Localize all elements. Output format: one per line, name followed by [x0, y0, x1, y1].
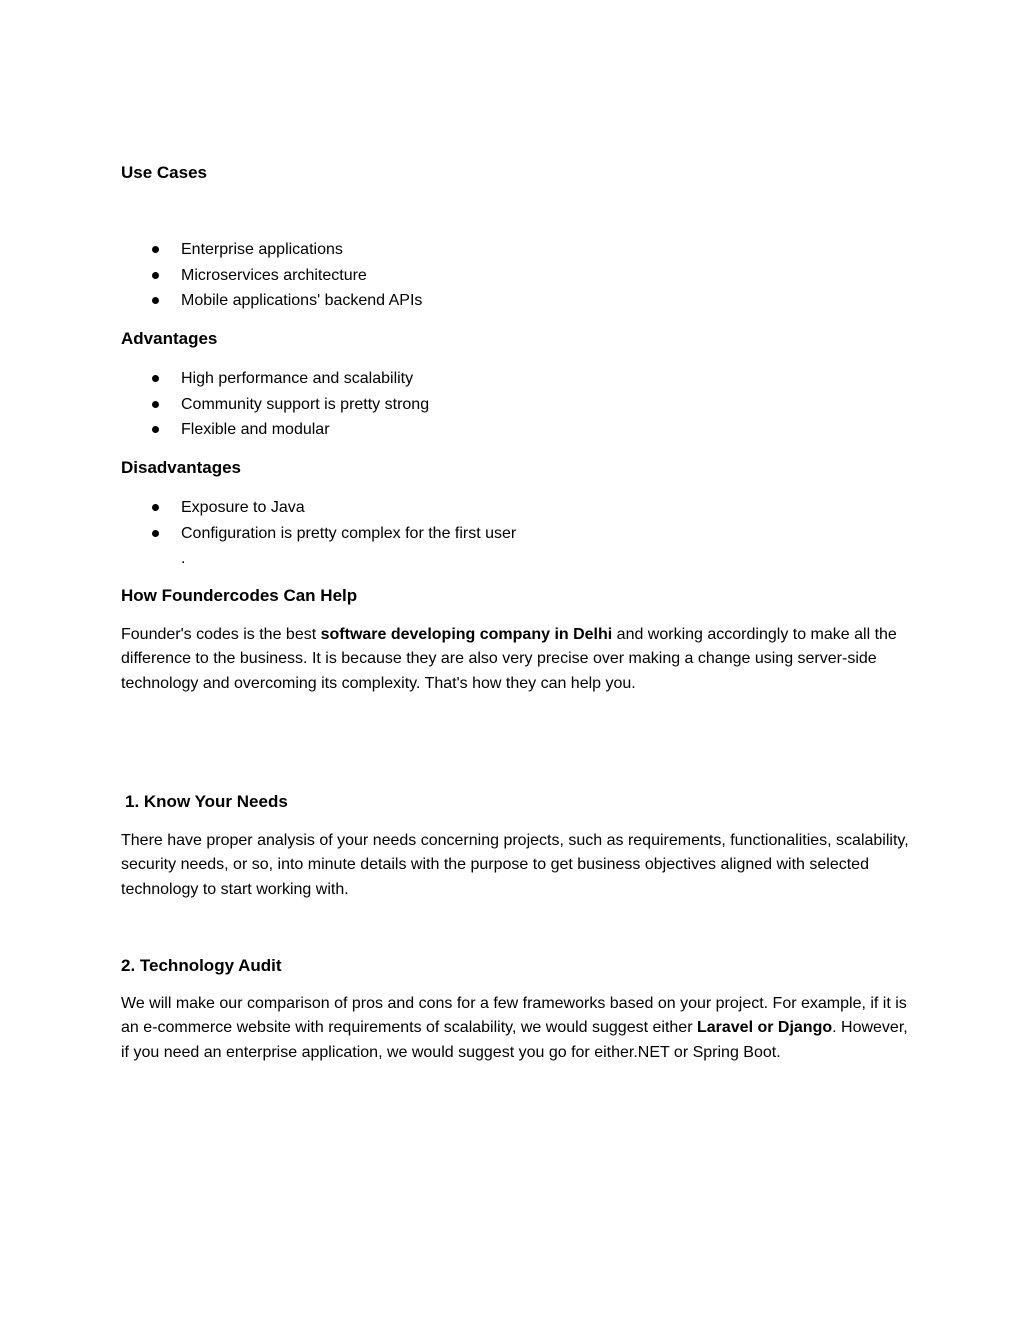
tech-audit-heading: 2. Technology Audit [121, 956, 282, 975]
bullet-icon [152, 375, 159, 382]
tech-audit-text-end: . However, if you need an enterprise application, we would suggest you go for either.NET or Spring Boot. [121, 1019, 908, 1061]
list-item-text: Exposure to Java [181, 499, 305, 516]
list-item-text: High performance and scalability [181, 370, 414, 387]
list-item-text: Enterprise applications [181, 241, 343, 258]
bullet-icon [152, 246, 159, 253]
bullet-icon [152, 426, 159, 433]
bullet-icon [152, 504, 159, 511]
bullet-icon [152, 401, 159, 408]
list-item-text: Microservices architecture [181, 266, 367, 284]
tech-audit-text-start: We will make our comparison of pros and cons for a few frameworks based on your project. For example, if it is an e-commerce website with requirements of scalability, we would suggest either [121, 995, 907, 1037]
bullet-icon [152, 297, 159, 304]
advantages-heading: Advantages [121, 329, 218, 348]
trailing-mark: . [181, 550, 186, 567]
list-item-text: Community support is pretty strong [181, 395, 430, 413]
help-text-bold: software developing company in Delhi [320, 626, 613, 643]
tech-audit-text-bold: Laravel or Django [696, 1019, 833, 1037]
bullet-icon [152, 530, 159, 537]
list-item-text: Flexible and modular [181, 421, 330, 438]
help-text-start: Founder's codes is the best [121, 626, 321, 643]
list-item-text: Mobile applications' backend APIs [181, 292, 423, 309]
know-needs-heading: 1. Know Your Needs [125, 792, 288, 811]
help-paragraph [121, 623, 911, 696]
use-cases-heading: Use Cases [121, 163, 208, 182]
help-text-end: and working accordingly to make all the difference to the business. It is because they are also very precise over making a change using server-side technology and overcoming its complexity. That's how they can help you. [121, 626, 897, 692]
help-heading: How Foundercodes Can Help [121, 586, 358, 605]
know-needs-paragraph: There have proper analysis of your needs concerning projects, such as requirements, functionalities, scalability, security needs, or so, into minute details with the purpose to get business objectives aligned with selected technology to start working with. [121, 832, 909, 898]
tech-audit-paragraph [121, 992, 911, 1065]
disadvantages-heading: Disadvantages [121, 458, 241, 477]
list-item-text: Configuration is pretty complex for the first user [181, 524, 517, 542]
bullet-icon [152, 272, 159, 279]
